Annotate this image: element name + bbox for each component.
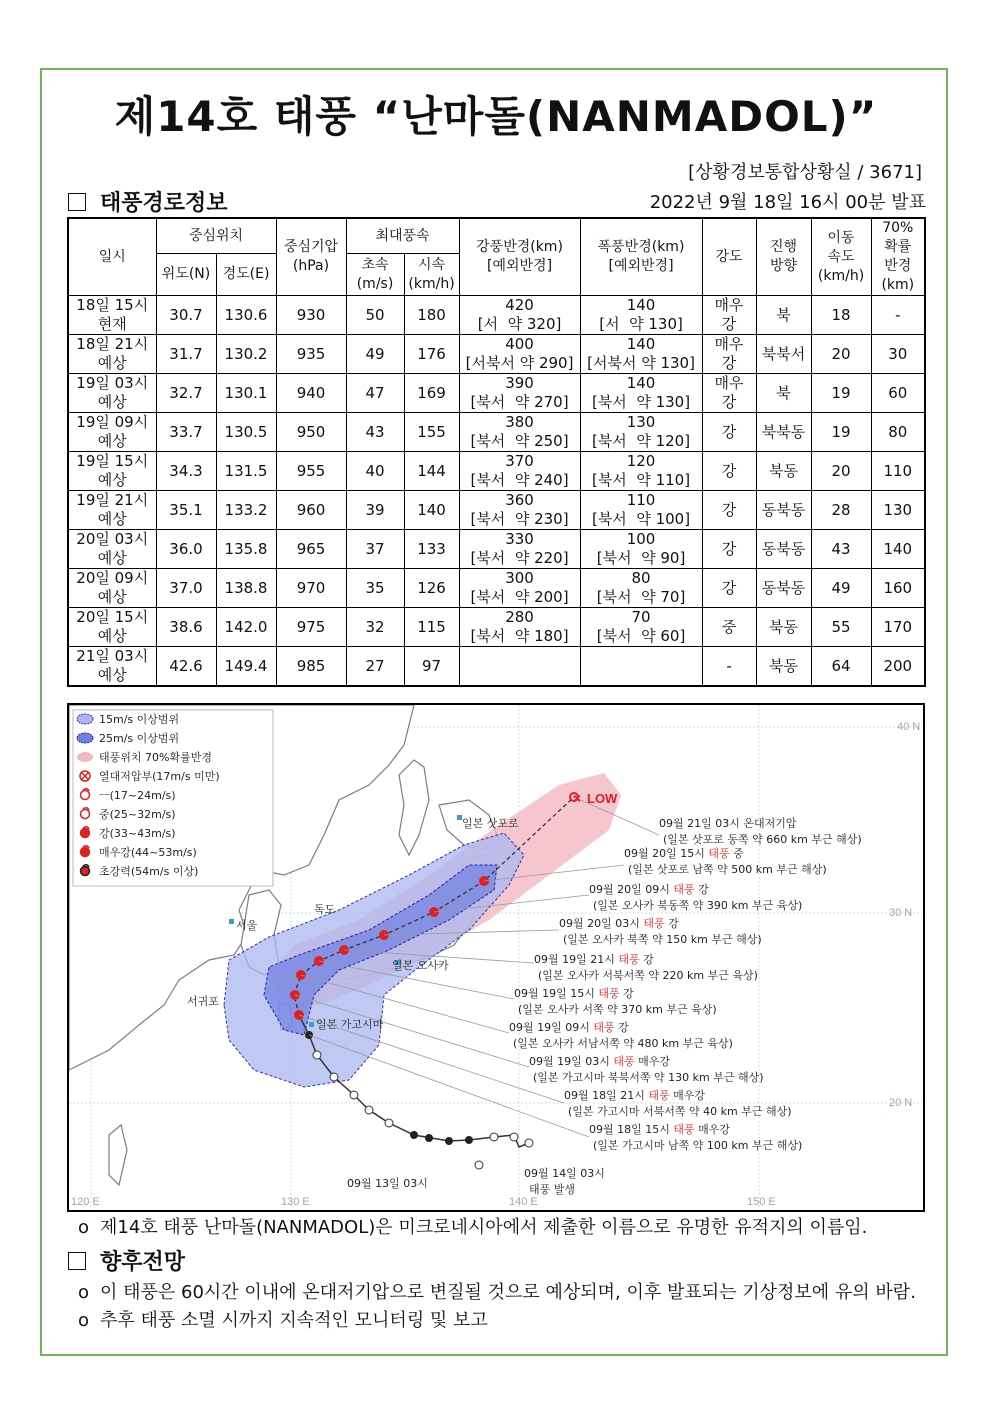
cell-lat: 33.7	[156, 413, 216, 452]
svg-text:(일본 가고시마 북북서쪽 약 130 km 부근 해상): (일본 가고시마 북북서쪽 약 130 km 부근 해상)	[533, 1071, 764, 1084]
track-table-body	[68, 296, 925, 687]
cell-pressure: 970	[276, 569, 346, 608]
cell-lon: 133.2	[216, 491, 276, 530]
svg-text:(일본 삿포로 남쪽 약 500 km 부근 해상): (일본 삿포로 남쪽 약 500 km 부근 해상)	[628, 863, 827, 876]
cell-lon: 130.5	[216, 413, 276, 452]
svg-text:ㅡ(17~24m/s): ㅡ(17~24m/s)	[99, 789, 176, 802]
cell-lon: 135.8	[216, 530, 276, 569]
page-title: 제14호 태풍 “난마돌(NANMADOL)”	[114, 92, 878, 141]
lon-label-150: 150 E	[747, 1196, 776, 1208]
cell-pressure: 935	[276, 335, 346, 374]
cell-storm-radius: 140 [북서 약 130]	[580, 374, 702, 413]
svg-text:(일본 오사카 북동쪽 약 390 km 부근 육상): (일본 오사카 북동쪽 약 390 km 부근 육상)	[593, 899, 803, 912]
place-kagoshima: 일본 가고시마	[316, 1018, 384, 1031]
svg-text:15m/s 이상범위: 15m/s 이상범위	[99, 713, 180, 726]
cell-probability: 60	[871, 374, 925, 413]
svg-text:(일본 오사카 서쪽 약 370 km 부근 육상): (일본 오사카 서쪽 약 370 km 부근 육상)	[518, 1003, 717, 1016]
svg-text:09월 18일 15시 태풍 매우강: 09월 18일 15시 태풍 매우강	[589, 1123, 730, 1136]
cell-speed: 19	[811, 413, 871, 452]
cell-probability: 160	[871, 569, 925, 608]
cell-storm-radius: 70 [북서 약 60]	[580, 608, 702, 647]
cell-intensity: 강	[702, 491, 756, 530]
cell-speed: 64	[811, 647, 871, 687]
note-monitoring: o 추후 태풍 소멸 시까지 지속적인 모니터링 및 보고	[78, 1310, 488, 1331]
cell-lat: 36.0	[156, 530, 216, 569]
place-osaka: 일본 오사카	[392, 959, 449, 972]
header-kmh: 시속 (km/h)	[404, 254, 459, 296]
cell-strong-radius: 360 [북서 약 230]	[459, 491, 580, 530]
cell-time: 19일 03시 예상	[68, 374, 156, 413]
place-dokdo: 독도	[314, 903, 336, 916]
table-row	[68, 491, 925, 530]
cell-intensity: 강	[702, 413, 756, 452]
cell-strong-radius: 420 [서 약 320]	[459, 296, 580, 335]
svg-text:(일본 오사카 서남서쪽 약 480 km 부근 육상): (일본 오사카 서남서쪽 약 480 km 부근 육상)	[513, 1037, 733, 1050]
table-row	[68, 452, 925, 491]
header-storm-radius: 폭풍반경(km) [예외반경]	[580, 218, 702, 296]
cell-wind-kmh: 180	[404, 296, 459, 335]
cell-time: 18일 15시 현재	[68, 296, 156, 335]
cell-speed: 20	[811, 335, 871, 374]
svg-text:(일본 오사카 서북서쪽 약 220 km 부근 육상): (일본 오사카 서북서쪽 약 220 km 부근 육상)	[538, 969, 758, 982]
birth-label-1: 09월 14일 03시	[524, 1167, 605, 1180]
cell-speed: 28	[811, 491, 871, 530]
cell-wind-ms: 35	[346, 569, 404, 608]
lon-label-120: 120 E	[71, 1196, 100, 1208]
cell-lat: 37.0	[156, 569, 216, 608]
cell-pressure: 985	[276, 647, 346, 687]
cell-direction: 북북동	[756, 413, 811, 452]
cell-wind-ms: 27	[346, 647, 404, 687]
lon-label-130: 130 E	[281, 1196, 310, 1208]
cell-probability: 200	[871, 647, 925, 687]
svg-text:(일본 삿포로 동쪽 약 660 km 부근 해상): (일본 삿포로 동쪽 약 660 km 부근 해상)	[663, 833, 862, 846]
cell-pressure: 940	[276, 374, 346, 413]
place-seoul: 서울	[236, 919, 258, 932]
cell-pressure: 960	[276, 491, 346, 530]
cell-direction: 북	[756, 374, 811, 413]
table-row	[68, 413, 925, 452]
cell-storm-radius	[580, 647, 702, 687]
table-row	[68, 569, 925, 608]
cell-lon: 149.4	[216, 647, 276, 687]
cell-storm-radius: 110 [북서 약 100]	[580, 491, 702, 530]
svg-text:(일본 오사카 북쪽 약 150 km 부근 해상): (일본 오사카 북쪽 약 150 km 부근 해상)	[563, 933, 762, 946]
cell-lat: 34.3	[156, 452, 216, 491]
department-label: [상황경보통합상황실 / 3671]	[688, 162, 922, 183]
cell-wind-kmh: 133	[404, 530, 459, 569]
cell-direction: 동북동	[756, 491, 811, 530]
cell-strong-radius: 400 [서북서 약 290]	[459, 335, 580, 374]
map-legend	[73, 710, 273, 886]
cell-pressure: 965	[276, 530, 346, 569]
cell-strong-radius: 390 [북서 약 270]	[459, 374, 580, 413]
cell-wind-kmh: 155	[404, 413, 459, 452]
svg-text:초강력(54m/s 이상): 초강력(54m/s 이상)	[99, 865, 199, 878]
cell-intensity: 강	[702, 452, 756, 491]
cell-storm-radius: 140 [서북서 약 130]	[580, 335, 702, 374]
section-heading-outlook: 향후전망	[68, 1245, 185, 1276]
cell-intensity: 강	[702, 530, 756, 569]
cell-direction: 동북동	[756, 569, 811, 608]
cell-pressure: 950	[276, 413, 346, 452]
cell-time: 20일 03시 예상	[68, 530, 156, 569]
cell-strong-radius: 300 [북서 약 200]	[459, 569, 580, 608]
cell-wind-kmh: 169	[404, 374, 459, 413]
cell-time: 19일 21시 예상	[68, 491, 156, 530]
cell-wind-kmh: 144	[404, 452, 459, 491]
cell-wind-kmh: 126	[404, 569, 459, 608]
cell-intensity: 매우 강	[702, 296, 756, 335]
svg-text:(일본 가고시마 서북서쪽 약 40 km 부근 해상): (일본 가고시마 서북서쪽 약 40 km 부근 해상)	[568, 1105, 792, 1118]
cell-time: 20일 15시 예상	[68, 608, 156, 647]
cell-storm-radius: 140 [서 약 130]	[580, 296, 702, 335]
cell-pressure: 955	[276, 452, 346, 491]
header-center: 중심위치	[156, 218, 276, 254]
cell-strong-radius: 370 [북서 약 240]	[459, 452, 580, 491]
cell-intensity: 강	[702, 569, 756, 608]
table-row	[68, 608, 925, 647]
cell-time: 20일 09시 예상	[68, 569, 156, 608]
lon-label-140: 140 E	[509, 1196, 538, 1208]
low-marker	[573, 790, 618, 806]
cell-wind-kmh: 140	[404, 491, 459, 530]
cell-probability: 80	[871, 413, 925, 452]
checkbox-icon	[68, 1252, 86, 1270]
header-speed: 이동 속도 (km/h)	[811, 218, 871, 296]
cell-probability: 140	[871, 530, 925, 569]
cell-lon: 142.0	[216, 608, 276, 647]
cell-lat: 38.6	[156, 608, 216, 647]
cell-speed: 18	[811, 296, 871, 335]
low-label: LOW	[587, 791, 618, 806]
table-row	[68, 647, 925, 687]
cell-intensity: 중	[702, 608, 756, 647]
cell-lon: 131.5	[216, 452, 276, 491]
map-canvas	[69, 705, 922, 1209]
cell-wind-kmh: 176	[404, 335, 459, 374]
cell-strong-radius: 330 [북서 약 220]	[459, 530, 580, 569]
section-heading-track: 태풍경로정보	[68, 186, 228, 217]
cell-wind-ms: 39	[346, 491, 404, 530]
cell-storm-radius: 80 [북서 약 70]	[580, 569, 702, 608]
svg-text:09월 21일 03시 온대저기압: 09월 21일 03시 온대저기압	[659, 817, 797, 830]
place-seogwipo: 서귀포	[187, 995, 219, 1008]
header-strong-radius: 강풍반경(km) [예외반경]	[459, 218, 580, 296]
table-row	[68, 335, 925, 374]
cell-lat: 31.7	[156, 335, 216, 374]
cell-speed: 19	[811, 374, 871, 413]
cell-strong-radius	[459, 647, 580, 687]
svg-text:09월 19일 21시 태풍 강: 09월 19일 21시 태풍 강	[534, 953, 654, 966]
svg-text:09월 20일 15시 태풍 중: 09월 20일 15시 태풍 중	[624, 847, 744, 860]
cell-time: 21일 03시 예상	[68, 647, 156, 687]
cell-wind-ms: 43	[346, 413, 404, 452]
checkbox-icon	[68, 193, 86, 211]
cell-direction: 북동	[756, 452, 811, 491]
svg-text:태풍위치 70%확률반경: 태풍위치 70%확률반경	[99, 751, 212, 764]
cell-probability: 110	[871, 452, 925, 491]
note-name-origin: o 제14호 태풍 난마돌(NANMADOL)은 미크로네시아에서 제출한 이름으로 유명한 유적지의 이름임.	[78, 1217, 868, 1238]
cell-probability: 130	[871, 491, 925, 530]
birth-label-2: 태풍 발생	[529, 1183, 576, 1196]
cell-lon: 130.6	[216, 296, 276, 335]
issue-date: 2022년 9월 18일 16시 00분 발표	[649, 192, 926, 213]
header-max-wind: 최대풍속	[346, 218, 459, 254]
cell-direction: 동북동	[756, 530, 811, 569]
svg-text:중(25~32m/s): 중(25~32m/s)	[99, 808, 176, 821]
cell-wind-kmh: 97	[404, 647, 459, 687]
cell-direction: 북동	[756, 647, 811, 687]
header-intensity: 강도	[702, 218, 756, 296]
cell-direction: 북	[756, 296, 811, 335]
cell-lat: 35.1	[156, 491, 216, 530]
header-ms: 초속 (m/s)	[346, 254, 404, 296]
start-label: 09월 13일 03시	[347, 1177, 428, 1190]
track-table	[67, 217, 926, 687]
svg-text:매우강(44~53m/s): 매우강(44~53m/s)	[99, 846, 197, 859]
cell-wind-ms: 49	[346, 335, 404, 374]
svg-text:열대저압부(17m/s 미만): 열대저압부(17m/s 미만)	[99, 770, 220, 783]
cell-time: 18일 21시 예상	[68, 335, 156, 374]
cell-direction: 북동	[756, 608, 811, 647]
cell-probability: 170	[871, 608, 925, 647]
svg-text:09월 19일 09시 태풍 강: 09월 19일 09시 태풍 강	[509, 1021, 629, 1034]
svg-text:09월 20일 09시 태풍 강: 09월 20일 09시 태풍 강	[589, 883, 709, 896]
cell-probability: -	[871, 296, 925, 335]
cell-wind-kmh: 115	[404, 608, 459, 647]
place-sapporo: 일본 삿포로	[462, 817, 519, 830]
cell-speed: 43	[811, 530, 871, 569]
cell-wind-ms: 37	[346, 530, 404, 569]
cell-intensity: 매우 강	[702, 374, 756, 413]
cell-wind-ms: 32	[346, 608, 404, 647]
legend-item	[81, 864, 199, 878]
header-probability: 70% 확률 반경 (km)	[871, 218, 925, 296]
cell-wind-ms: 50	[346, 296, 404, 335]
table-row	[68, 374, 925, 413]
cell-time: 19일 15시 예상	[68, 452, 156, 491]
cell-direction: 북북서	[756, 335, 811, 374]
cell-lat: 30.7	[156, 296, 216, 335]
svg-text:09월 18일 21시 태풍 매우강: 09월 18일 21시 태풍 매우강	[564, 1089, 705, 1102]
cell-wind-ms: 47	[346, 374, 404, 413]
cell-speed: 49	[811, 569, 871, 608]
header-pressure: 중심기압 (hPa)	[276, 218, 346, 296]
cell-lon: 138.8	[216, 569, 276, 608]
header-lat: 위도(N)	[156, 254, 216, 296]
table-row	[68, 530, 925, 569]
cell-lon: 130.2	[216, 335, 276, 374]
cell-time: 19일 09시 예상	[68, 413, 156, 452]
cell-lat: 42.6	[156, 647, 216, 687]
cell-speed: 55	[811, 608, 871, 647]
header-direction: 진행 방향	[756, 218, 811, 296]
cell-strong-radius: 280 [북서 약 180]	[459, 608, 580, 647]
svg-text:25m/s 이상범위: 25m/s 이상범위	[99, 732, 180, 745]
cell-probability: 30	[871, 335, 925, 374]
svg-text:09월 19일 15시 태풍 강: 09월 19일 15시 태풍 강	[514, 987, 634, 1000]
svg-text:09월 20일 03시 태풍 강: 09월 20일 03시 태풍 강	[559, 917, 679, 930]
cell-lat: 32.7	[156, 374, 216, 413]
cell-intensity: 매우 강	[702, 335, 756, 374]
cell-storm-radius: 100 [북서 약 90]	[580, 530, 702, 569]
cell-storm-radius: 120 [북서 약 110]	[580, 452, 702, 491]
svg-text:강(33~43m/s): 강(33~43m/s)	[99, 827, 176, 840]
svg-text:×: ×	[573, 790, 582, 806]
legend-item	[80, 769, 220, 783]
lat-label-40: 40 N	[897, 721, 921, 733]
lat-label-30: 30 N	[889, 907, 913, 919]
cell-speed: 20	[811, 452, 871, 491]
cell-pressure: 975	[276, 608, 346, 647]
cell-lon: 130.1	[216, 374, 276, 413]
cell-storm-radius: 130 [북서 약 120]	[580, 413, 702, 452]
svg-text:09월 19일 03시 태풍 매우강: 09월 19일 03시 태풍 매우강	[529, 1055, 670, 1068]
note-outlook: o 이 태풍은 60시간 이내에 온대저기압으로 변질될 것으로 예상되며, 이후 발표되는 기상정보에 유의 바람.	[78, 1282, 916, 1303]
header-lon: 경도(E)	[216, 254, 276, 296]
lat-label-20: 20 N	[889, 1097, 913, 1109]
svg-text:(일본 가고시마 남쪽 약 100 km 부근 해상): (일본 가고시마 남쪽 약 100 km 부근 해상)	[593, 1139, 803, 1152]
cell-strong-radius: 380 [북서 약 250]	[459, 413, 580, 452]
cell-wind-ms: 40	[346, 452, 404, 491]
typhoon-track-map	[67, 703, 925, 1212]
cell-pressure: 930	[276, 296, 346, 335]
table-row	[68, 296, 925, 335]
header-time: 일시	[68, 218, 156, 296]
cell-intensity: -	[702, 647, 756, 687]
